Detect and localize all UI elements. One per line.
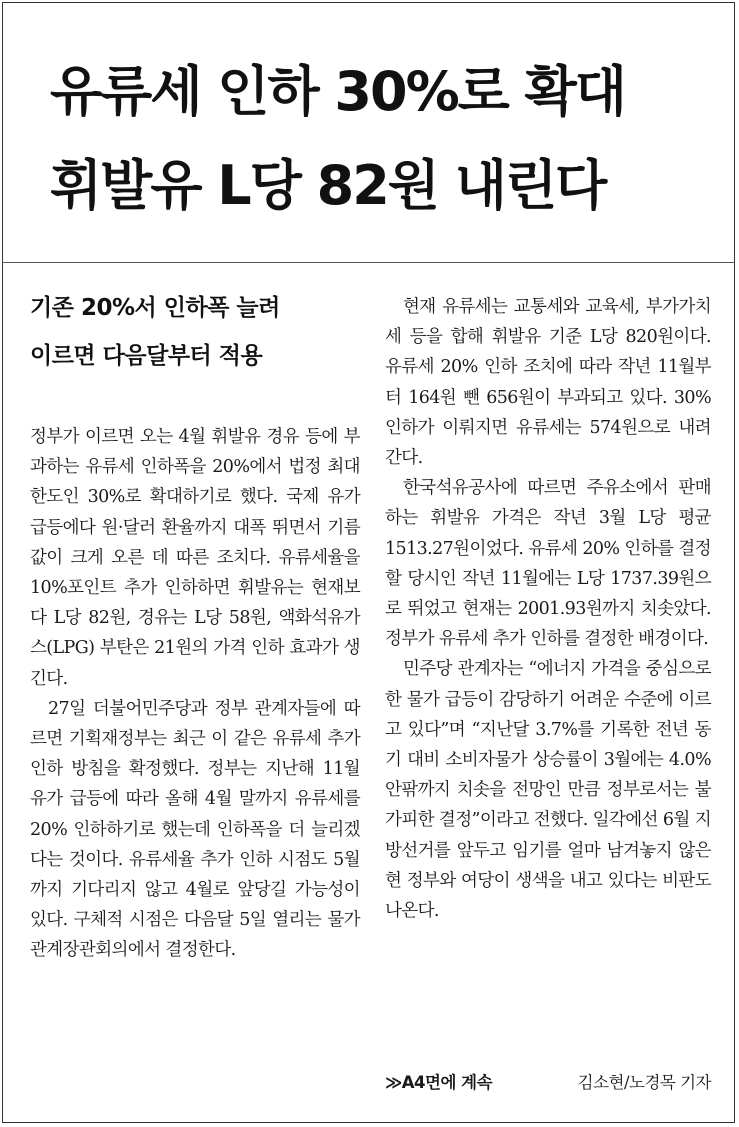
continued-on-page-link[interactable]: ≫A4면에 계속 [385, 1073, 493, 1092]
headline-line-2: 휘발유 L당 82원 내린다 [50, 154, 606, 217]
body-paragraph: 27일 더불어민주당과 정부 관계자들에 따르면 기획재정부는 최근 이 같은 유류세 추가 인하 방침을 확정했다. 정부는 지난해 11월 유가 급등에 따라 올해 4월 말까지 유류세를 20% 인하하기로 했는데 인하폭을 더 늘리겠다는 것이다. 유류세율 추가 인하 시점도 5월까지 기다리지 않고 4월로 앞당길 가능성이 있다. 구체적 시점은 다음달 5일 열리는 물가관계장관회의에서 결정한다. [30, 698, 360, 961]
body-paragraph: 현재 유류세는 교통세와 교육세, 부가가치세 등을 합해 휘발유 기준 L당 820원이다. 유류세 20% 인하 조치에 따라 작년 11월부터 164원 뺀 656원이 부과되고 있다. 30% 인하가 이뤄지면 유류세는 574원으로 내려간다. [385, 297, 711, 469]
article-column-right [385, 292, 711, 926]
reporter-byline: 김소현/노경목 기자 [577, 1073, 711, 1092]
article-footer [385, 1068, 711, 1098]
body-paragraph: 정부가 이르면 오는 4월 휘발유 경유 등에 부과하는 유류세 인하폭을 20%에서 법정 최대 한도인 30%로 확대하기로 했다. 국제 유가 급등에다 원·달러 환율까지 대폭 뛰면서 기름값이 크게 오른 데 따른 조치다. 유류세율을 10%포인트 추가 인하하면 휘발유는 현재보다 L당 82원, 경유는 L당 58원, 액화석유가스(LPG) 부탄은 21원의 가격 인하 효과가 생긴다. [30, 427, 360, 689]
headline-line-1: 유류세 인하 30%로 확대 [50, 60, 625, 123]
subheadline-line-2: 이르면 다음달부터 적용 [30, 343, 263, 369]
subheadline-line-1: 기존 20%서 인하폭 늘려 [30, 295, 280, 321]
body-paragraph: 한국석유공사에 따르면 주유소에서 판매하는 휘발유 가격은 작년 3월 L당 평균 1513.27원이었다. 유류세 20% 인하를 결정할 당시인 작년 11월에는 L당 1737.39원으로 뛰었고 현재는 2001.93원까지 치솟았다. 정부가 유류세 추가 인하를 결정한 배경이다. [385, 478, 711, 650]
body-paragraph: 민주당 관계자는 “에너지 가격을 중심으로 한 물가 급등이 감당하기 어려운 수준에 이르고 있다”며 “지난달 3.7%를 기록한 전년 동기 대비 소비자물가 상승률이 3월에는 4.0% 안팎까지 치솟을 전망인 만큼 정부로서는 불가피한 결정”이라고 전했다. 일각에선 6월 지방선거를 앞두고 임기를 얼마 남겨놓지 않은 현 정부와 여당이 생색을 내고 있다는 비판도 나온다. [385, 659, 711, 922]
headline-divider [2, 262, 735, 263]
article-column-left [30, 422, 360, 966]
